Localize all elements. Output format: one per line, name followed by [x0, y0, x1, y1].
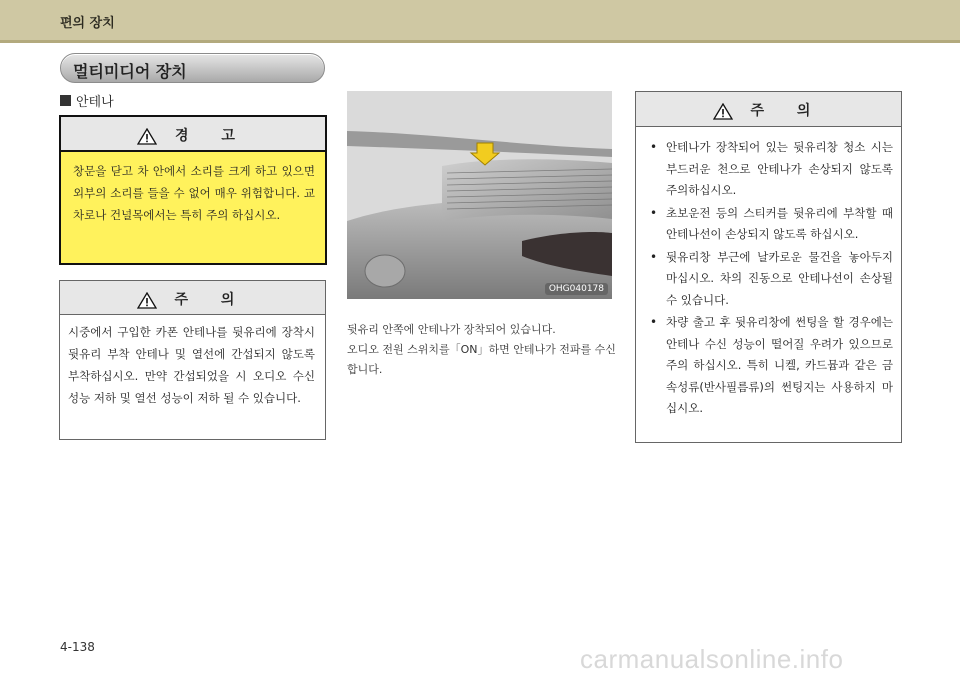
chapter-title: 편의 장치: [60, 16, 115, 31]
subsection-title: 안테나: [76, 95, 114, 110]
caution-header-left: [60, 281, 325, 315]
warning-triangle-icon: [137, 292, 157, 309]
square-bullet-icon: [60, 95, 71, 106]
list-item: • 차량 출고 후 뒷유리창에 썬팅을 할 경우에는 안테나 수신 성능이 떨어질 우려가 있으므로 주의 하십시오. 특히 니켈, 카드뮴과 같은 금속성류(반사필름류)의 썬팅지는 사용하지 마십시오.: [646, 312, 893, 420]
subsection-heading: [60, 91, 114, 110]
figure-code: OHG040178: [545, 283, 608, 295]
page-number: 4-138: [60, 640, 95, 654]
warning-title: 경 고: [175, 128, 249, 144]
caution-list: [636, 127, 901, 420]
caution-title-right: 주 의: [750, 103, 825, 119]
caption-line: 오디오 전원 스위치를「ON」하면 안테나가 전파를 수신합니다.: [347, 343, 616, 376]
figure-caption: [347, 320, 617, 380]
watermark: carmanualsonline.info: [580, 644, 844, 674]
list-item: • 초보운전 등의 스티커를 뒷유리에 부착할 때 안테나선이 손상되지 않도록 하십시오.: [646, 203, 893, 246]
section-title: 멀티미디어 장치: [73, 62, 187, 81]
caution-text-left: 시중에서 구입한 카폰 안테나를 뒷유리에 장착시 뒷유리 부착 안테나 및 열선에 간섭되지 않도록 부착하십시오. 만약 간섭되었을 시 오디오 수신 성능 저하 및 열선 성능이 저하 될 수 있습니다.: [68, 325, 315, 405]
caption-line: 뒷유리 안쪽에 안테나가 장착되어 있습니다.: [347, 323, 556, 336]
caution-box-right: [635, 91, 902, 443]
warning-text: 창문을 닫고 차 안에서 소리를 크게 하고 있으면 외부의 소리를 들을 수 없어 매우 위험합니다. 교차로나 건널목에서는 특히 주의 하십시오.: [73, 164, 315, 222]
caution-title-left: 주 의: [174, 292, 249, 308]
section-title-pill: [60, 53, 325, 83]
warning-triangle-icon: [137, 128, 157, 145]
warning-header: [61, 117, 325, 152]
rear-window-antenna-photo: [347, 91, 612, 299]
warning-box: [59, 115, 327, 265]
caution-box-left: [59, 280, 326, 440]
list-item: • 안테나가 장착되어 있는 뒷유리창 청소 시는 부드러운 천으로 안테나가 손상되지 않도록 주의하십시오.: [646, 137, 893, 202]
header-band: [0, 0, 960, 40]
caution-header-right: [636, 92, 901, 127]
warning-triangle-icon: [713, 103, 733, 120]
list-item: • 뒷유리창 부근에 날카로운 물건을 놓아두지 마십시오. 차의 진동으로 안테나선이 손상될 수 있습니다.: [646, 247, 893, 312]
header-divider: [0, 40, 960, 43]
